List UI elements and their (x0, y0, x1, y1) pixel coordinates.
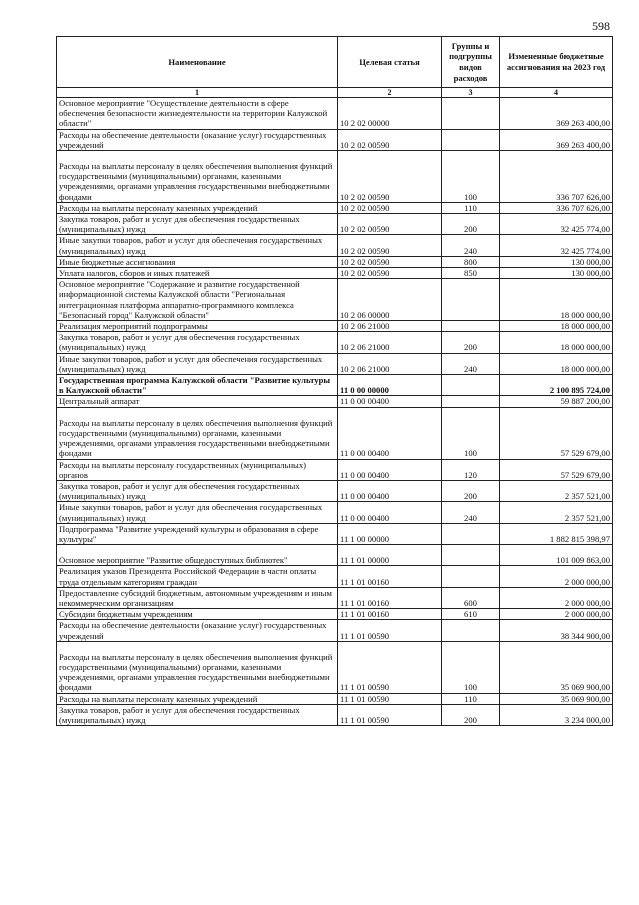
row-group: 240 (442, 353, 500, 374)
column-number: 2 (338, 88, 442, 98)
table-row (57, 641, 613, 693)
table-row (57, 235, 613, 256)
row-amount: 2 000 000,00 (500, 587, 613, 608)
row-name: Иные закупки товаров, работ и услуг для обеспечения государственных (муниципальных) нужд (57, 235, 338, 256)
row-code: 11 0 00 00400 (338, 396, 442, 407)
row-code: 11 1 01 00590 (338, 641, 442, 693)
header-row (57, 37, 613, 88)
row-amount: 130 000,00 (500, 256, 613, 267)
row-group (442, 279, 500, 321)
table-row (57, 480, 613, 501)
row-amount: 59 887 200,00 (500, 396, 613, 407)
header-amount: Измененные бюджетные ассигнования на 2023 год (500, 37, 613, 88)
row-code: 10 2 06 21000 (338, 353, 442, 374)
row-group (442, 396, 500, 407)
row-code: 10 2 02 00590 (338, 256, 442, 267)
row-name: Основное мероприятие "Содержание и развитие государственной информационной системы Калужской области "Региональная интеграционная платформа аппаратно-программного комплекса "Безопасный город" Калужской области" (57, 279, 338, 321)
row-name: Закупка товаров, работ и услуг для обеспечения государственных (муниципальных) нужд (57, 332, 338, 353)
header-name: Наименование (57, 37, 338, 88)
header-code: Целевая статья (338, 37, 442, 88)
table-row (57, 545, 613, 566)
row-group: 100 (442, 641, 500, 693)
table-row (57, 375, 613, 396)
row-code: 11 1 00 00000 (338, 523, 442, 544)
column-number-row (57, 88, 613, 98)
column-number: 1 (57, 88, 338, 98)
row-name: Расходы на выплаты персоналу в целях обеспечения выполнения функций государственными (муниципальными) органами, казенными учреждениями, органами управления государственными внебюджетными фондами (57, 641, 338, 693)
table-row (57, 214, 613, 235)
table-row (57, 566, 613, 587)
row-amount: 18 000 000,00 (500, 321, 613, 332)
table-row (57, 396, 613, 407)
table-row (57, 202, 613, 213)
row-code: 10 2 06 21000 (338, 321, 442, 332)
row-group (442, 620, 500, 641)
column-number: 3 (442, 88, 500, 98)
row-amount: 130 000,00 (500, 268, 613, 279)
row-code: 11 0 00 00400 (338, 459, 442, 480)
row-amount: 2 357 521,00 (500, 502, 613, 523)
row-name: Иные бюджетные ассигнования (57, 256, 338, 267)
page-number: 598 (592, 19, 610, 33)
row-name: Расходы на выплаты персоналу в целях обеспечения выполнения функций государственными (муниципальными) органами, казенными учреждениями, органами управления государственными внебюджетными фондами (57, 151, 338, 203)
row-amount: 2 000 000,00 (500, 609, 613, 620)
table-row (57, 523, 613, 544)
row-name: Закупка товаров, работ и услуг для обеспечения государственных (муниципальных) нужд (57, 480, 338, 501)
row-amount: 18 000 000,00 (500, 332, 613, 353)
row-group (442, 545, 500, 566)
table-row (57, 353, 613, 374)
table-row (57, 332, 613, 353)
row-amount: 101 009 863,00 (500, 545, 613, 566)
row-name: Закупка товаров, работ и услуг для обеспечения государственных (муниципальных) нужд (57, 704, 338, 725)
row-name: Предоставление субсидий бюджетным, автономным учреждениям и иным некоммерческим организациям (57, 587, 338, 608)
row-code: 11 1 01 00000 (338, 545, 442, 566)
row-group: 240 (442, 235, 500, 256)
row-group (442, 129, 500, 150)
row-group: 200 (442, 214, 500, 235)
row-amount: 1 882 815 398,97 (500, 523, 613, 544)
row-amount: 2 357 521,00 (500, 480, 613, 501)
table-row (57, 98, 613, 130)
table-row (57, 587, 613, 608)
table-row (57, 407, 613, 459)
row-code: 10 2 02 00590 (338, 235, 442, 256)
row-group: 610 (442, 609, 500, 620)
row-amount: 3 234 000,00 (500, 704, 613, 725)
row-group (442, 566, 500, 587)
row-code: 10 2 06 21000 (338, 332, 442, 353)
row-name: Расходы на выплаты персоналу государственных (муниципальных) органов (57, 459, 338, 480)
row-amount: 32 425 774,00 (500, 235, 613, 256)
row-group: 800 (442, 256, 500, 267)
row-group: 600 (442, 587, 500, 608)
row-name: Реализация мероприятий подпрограммы (57, 321, 338, 332)
row-code: 11 0 00 00000 (338, 375, 442, 396)
row-group: 110 (442, 693, 500, 704)
row-group: 200 (442, 704, 500, 725)
row-name: Расходы на обеспечение деятельности (оказание услуг) государственных учреждений (57, 620, 338, 641)
row-name: Иные закупки товаров, работ и услуг для обеспечения государственных (муниципальных) нужд (57, 502, 338, 523)
row-amount: 336 707 626,00 (500, 151, 613, 203)
row-code: 11 1 01 00590 (338, 693, 442, 704)
table-row (57, 151, 613, 203)
row-name: Расходы на выплаты персоналу казенных учреждений (57, 693, 338, 704)
row-code: 10 2 02 00590 (338, 151, 442, 203)
row-code: 10 2 02 00590 (338, 268, 442, 279)
column-number: 4 (500, 88, 613, 98)
row-code: 11 1 01 00160 (338, 566, 442, 587)
row-amount: 369 263 400,00 (500, 129, 613, 150)
row-group (442, 98, 500, 130)
row-group: 110 (442, 202, 500, 213)
table-row (57, 620, 613, 641)
row-amount: 35 069 900,00 (500, 641, 613, 693)
row-code: 10 2 02 00590 (338, 214, 442, 235)
table-row (57, 256, 613, 267)
table-body (57, 98, 613, 726)
row-name: Уплата налогов, сборов и иных платежей (57, 268, 338, 279)
row-name: Расходы на обеспечение деятельности (оказание услуг) государственных учреждений (57, 129, 338, 150)
row-code: 11 0 00 00400 (338, 502, 442, 523)
row-name: Субсидии бюджетным учреждениям (57, 609, 338, 620)
table-row (57, 459, 613, 480)
row-name: Реализация указов Президента Российской Федерации в части оплаты труда отдельным категориям граждан (57, 566, 338, 587)
row-amount: 369 263 400,00 (500, 98, 613, 130)
row-name: Основное мероприятие "Осуществление деятельности в сфере обеспечения безопасности жизнедеятельности на территории Калужской области" (57, 98, 338, 130)
table-row (57, 279, 613, 321)
row-amount: 57 529 679,00 (500, 459, 613, 480)
row-amount: 18 000 000,00 (500, 353, 613, 374)
row-code: 11 0 00 00400 (338, 407, 442, 459)
budget-table (56, 36, 613, 726)
table-row (57, 693, 613, 704)
row-name: Иные закупки товаров, работ и услуг для обеспечения государственных (муниципальных) нужд (57, 353, 338, 374)
row-group (442, 375, 500, 396)
row-name: Основное мероприятие "Развитие общедоступных библиотек" (57, 545, 338, 566)
row-code: 11 0 00 00400 (338, 480, 442, 501)
row-code: 11 1 01 00160 (338, 609, 442, 620)
row-amount: 18 000 000,00 (500, 279, 613, 321)
row-code: 11 1 01 00590 (338, 704, 442, 725)
row-group: 240 (442, 502, 500, 523)
row-group: 850 (442, 268, 500, 279)
row-code: 10 2 06 00000 (338, 279, 442, 321)
row-code: 10 2 02 00590 (338, 129, 442, 150)
row-amount: 2 000 000,00 (500, 566, 613, 587)
row-name: Закупка товаров, работ и услуг для обеспечения государственных (муниципальных) нужд (57, 214, 338, 235)
row-name: Государственная программа Калужской области "Развитие культуры в Калужской области" (57, 375, 338, 396)
row-group: 200 (442, 480, 500, 501)
row-name: Подпрограмма "Развитие учреждений культуры и образования в сфере культуры" (57, 523, 338, 544)
row-group: 100 (442, 151, 500, 203)
row-group (442, 321, 500, 332)
row-amount: 57 529 679,00 (500, 407, 613, 459)
row-group: 200 (442, 332, 500, 353)
row-amount: 35 069 900,00 (500, 693, 613, 704)
row-amount: 336 707 626,00 (500, 202, 613, 213)
table-row (57, 502, 613, 523)
row-amount: 2 100 895 724,00 (500, 375, 613, 396)
table-row (57, 268, 613, 279)
header-group: Группы и подгруппы видов расходов (442, 37, 500, 88)
row-amount: 32 425 774,00 (500, 214, 613, 235)
row-code: 10 2 02 00590 (338, 202, 442, 213)
row-group: 100 (442, 407, 500, 459)
row-name: Центральный аппарат (57, 396, 338, 407)
row-group: 120 (442, 459, 500, 480)
table-row (57, 129, 613, 150)
row-code: 11 1 01 00160 (338, 587, 442, 608)
row-group (442, 523, 500, 544)
row-amount: 38 344 900,00 (500, 620, 613, 641)
row-code: 11 1 01 00590 (338, 620, 442, 641)
row-name: Расходы на выплаты персоналу казенных учреждений (57, 202, 338, 213)
row-code: 10 2 02 00000 (338, 98, 442, 130)
table-row (57, 704, 613, 725)
table-row (57, 609, 613, 620)
row-name: Расходы на выплаты персоналу в целях обеспечения выполнения функций государственными (муниципальными) органами, казенными учреждениями, органами управления государственными внебюджетными фондами (57, 407, 338, 459)
table-row (57, 321, 613, 332)
